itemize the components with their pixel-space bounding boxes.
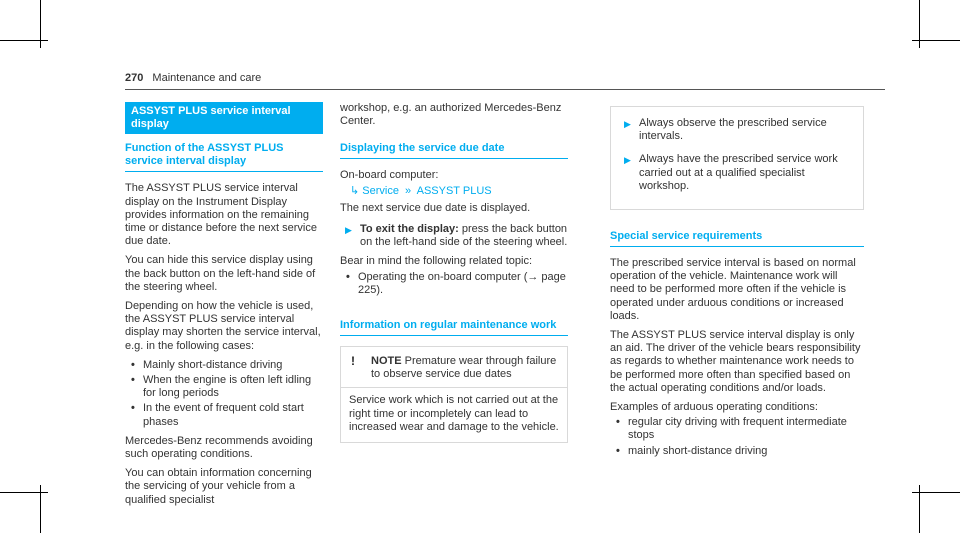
paragraph: workshop, e.g. an authorized Mercedes-Benz Center. — [340, 102, 562, 128]
instruction-text: Always observe the prescribed service intervals. — [639, 117, 827, 143]
instruction-step — [619, 117, 855, 143]
list-item: • Operating the on-board computer (→ page 225). — [358, 271, 568, 297]
bullet-list — [125, 359, 323, 429]
crop-mark — [912, 40, 960, 41]
header-divider — [125, 89, 885, 90]
list-item: • mainly short-distance driving — [628, 445, 864, 458]
list-item: • When the engine is often left idling for long periods — [143, 374, 323, 400]
arrow-right-icon: ▶ — [624, 155, 631, 166]
instruction-step — [340, 223, 568, 249]
list-item: • Mainly short-distance driving — [143, 359, 323, 372]
paragraph: The ASSYST PLUS service interval display is only an aid. The driver of the vehicle bears responsibility as regards to whether maintenance work needs to be performed more often than specified based on the actual operating conditions and/or loads. — [610, 329, 861, 394]
note-title: Premature wear through failure to observe service due dates — [371, 355, 557, 381]
double-chevron-icon: » — [405, 184, 412, 197]
paragraph: Bear in mind the following related topic: — [340, 255, 532, 268]
section-title: Maintenance and care — [152, 72, 262, 84]
paragraph: The ASSYST PLUS service interval display on the Instrument Display provides information on the remaining time or distance before the next service due date. — [125, 182, 317, 248]
paragraph: Mercedes-Benz recommends avoiding such operating conditions. — [125, 434, 313, 461]
obc-label: On-board computer: — [340, 169, 439, 182]
subheading: Function of the ASSYST PLUS service interval display — [125, 142, 323, 172]
note-body: Service work which is not carried out at the right time or incompletely can lead to increased wear and damage to the vehicle. — [349, 394, 559, 433]
note-header — [341, 347, 567, 388]
column-2 — [340, 102, 568, 443]
warning-icon: ! — [351, 354, 355, 369]
paragraph: The next service due date is displayed. — [340, 201, 531, 214]
instruction-text: Always have the prescribed service work carried out at a qualified specialist workshop. — [639, 153, 838, 192]
note-box — [340, 346, 568, 443]
heading-special-requirements: Special service requirements — [610, 230, 864, 247]
page-header — [125, 72, 261, 84]
paragraph: You can hide this service display using the back button on the left-hand side of the steering wheel. — [125, 254, 316, 293]
heading-service-due-date: Displaying the service due date — [340, 142, 568, 159]
paragraph: The prescribed service interval is based on normal operation of the vehicle. Maintenance work will need to be performed more often if the vehicle is operated under arduous conditions or increased loads. — [610, 257, 856, 322]
note-label: NOTE — [371, 355, 402, 368]
paragraph: Examples of arduous operating conditions: — [610, 401, 818, 414]
arrow-right-icon: ▶ — [624, 119, 631, 129]
instruction-step — [619, 153, 855, 193]
list-item: • In the event of frequent cold start phases — [143, 402, 323, 428]
column-3 — [610, 102, 864, 464]
bullet-list — [610, 416, 864, 458]
section-title-bar: ASSYST PLUS service interval display — [125, 102, 323, 134]
menu-path-assyst: ASSYST PLUS — [416, 184, 492, 197]
menu-path-service: Service — [362, 184, 399, 197]
heading-regular-maintenance: Information on regular maintenance work — [340, 319, 568, 336]
crop-mark — [0, 492, 48, 493]
bullet-list — [340, 271, 568, 297]
paragraph: You can obtain information concerning the servicing of your vehicle from a qualified specialist — [125, 467, 312, 506]
instruction-bold: To exit the display: — [360, 223, 459, 236]
crop-mark — [0, 40, 48, 41]
advice-box — [610, 106, 864, 210]
instruction-text: press the back button on the left-hand side of the steering wheel. — [360, 223, 568, 249]
return-arrow-icon: ↳ — [350, 184, 360, 197]
arrow-right-icon: ▶ — [345, 225, 352, 236]
page-number: 270 — [125, 72, 144, 84]
crop-mark — [912, 492, 960, 493]
paragraph: Depending on how the vehicle is used, the ASSYST PLUS service interval display may shorten the service interval, e.g. in the following cases: — [125, 300, 321, 352]
column-1 — [125, 102, 323, 513]
list-item: • regular city driving with frequent intermediate stops — [628, 416, 864, 442]
menu-path — [350, 185, 568, 198]
